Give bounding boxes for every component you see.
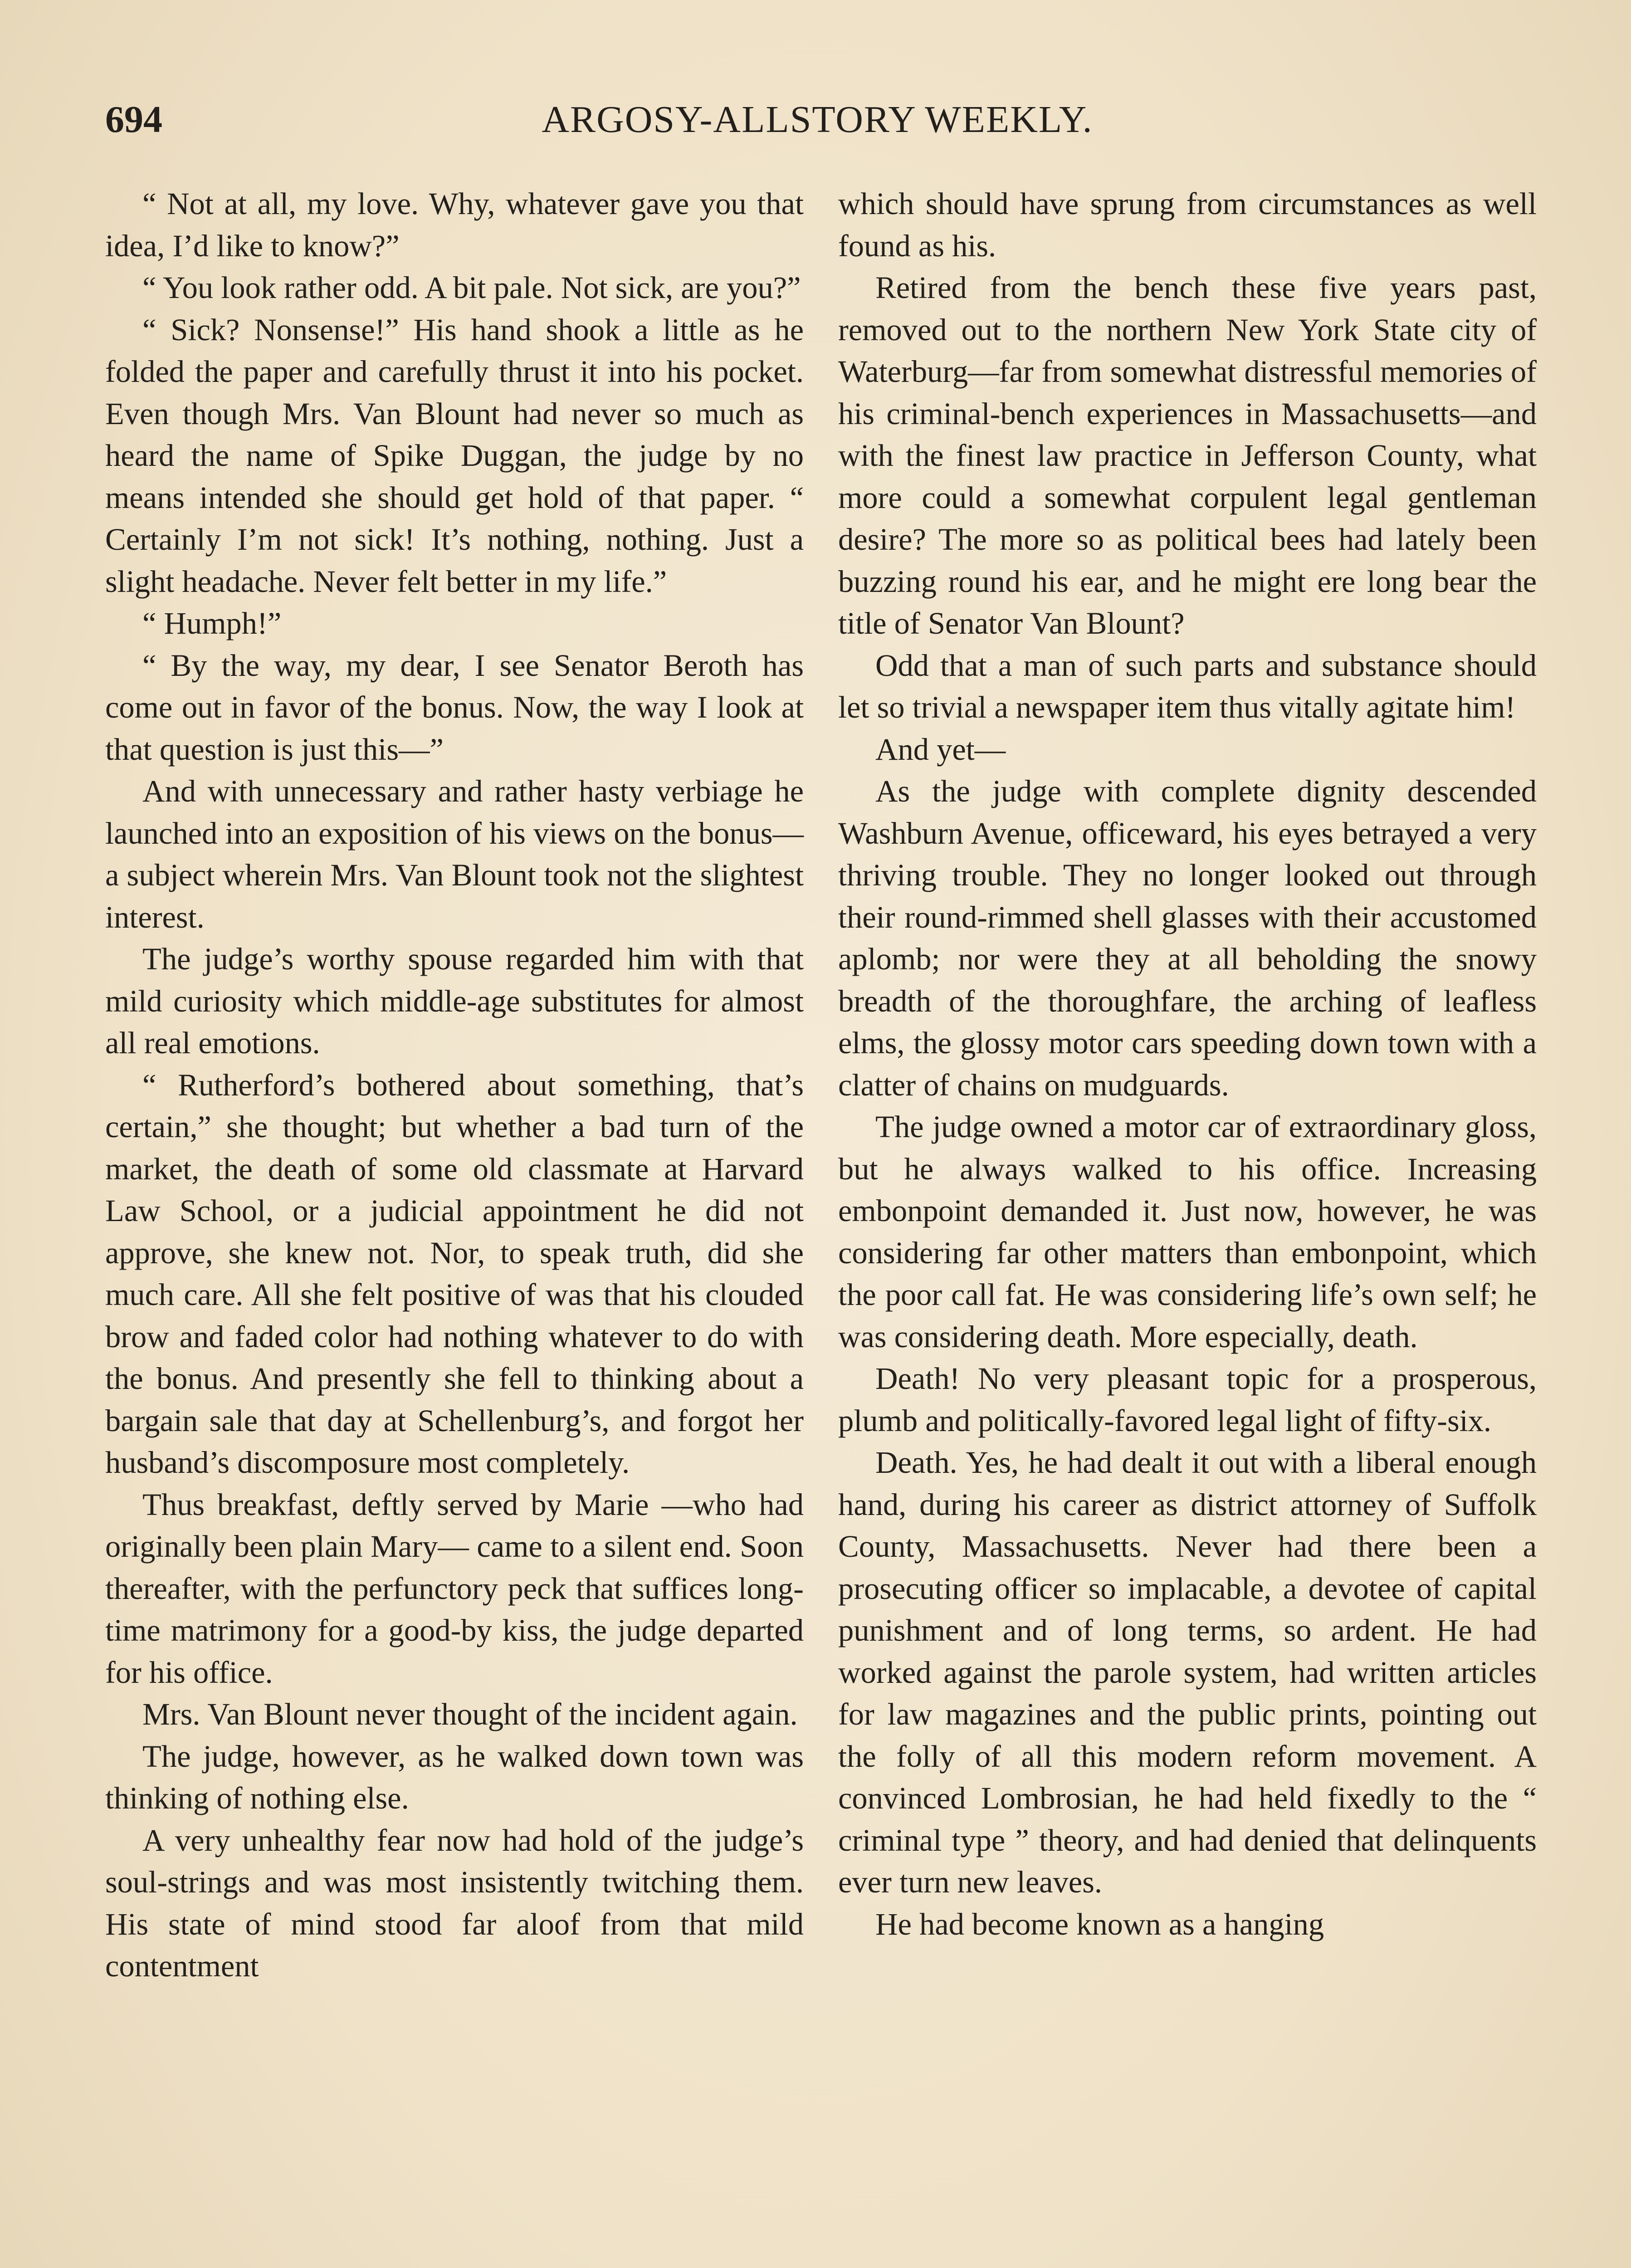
paragraph: The judge, however, as he walked down town was thinking of nothing else.: [105, 1739, 804, 1815]
running-title: ARGOSY-ALLSTORY WEEKLY.: [542, 98, 1093, 141]
paragraph: He had become known as a hanging: [875, 1906, 1324, 1941]
paragraph: “ Rutherford’s bothered about something, that’s certain,” she thought; but whether a bad turn of the market, the death of some old classmate at Harvard Law School, or a judicial appointment he did not approve, she knew not. Nor, to speak truth, did she much care. All she felt positive of was that his clouded brow and faded color had nothing whatever to do with the bonus. And presently she fell to thinking about a bargain sale that day at Schellenburg’s, and forgot her husband’s discomposure most completely.: [105, 1067, 804, 1480]
paragraph: A very unhealthy fear now had hold of the judge’s soul-strings and was most insistently twitching them. His state of mind stood far aloof from that mild contentment: [105, 1823, 804, 1983]
left-column: [105, 183, 804, 1987]
right-column: [838, 183, 1537, 1945]
paragraph: “ By the way, my dear, I see Senator Beroth has come out in favor of the bonus. Now, the way I look at that question is just this—”: [105, 648, 804, 767]
page-header: [105, 98, 1529, 156]
paragraph: As the judge with complete dignity descended Washburn Avenue, officeward, his eyes betrayed a very thriving trouble. They no longer looked out through their round-rimmed shell glasses with their accustomed aplomb; nor were they at all beholding the snowy breadth of the thoroughfare, the arching of leafless elms, the glossy motor cars speeding down town with a clatter of chains on mudguards.: [838, 774, 1537, 1102]
paragraph: Death. Yes, he had dealt it out with a liberal enough hand, during his career as district attorney of Suffolk County, Massachusetts. Never had there been a prosecuting officer so implacable, a devotee of capital punishment and of long terms, so ardent. He had worked against the parole system, had written articles for law magazines and the public prints, pointing out the folly of all this modern reform movement. A convinced Lombrosian, he had held fixedly to the “ criminal type ” theory, and had denied that delinquents ever turn new leaves.: [838, 1445, 1537, 1899]
paragraph: “ Not at all, my love. Why, whatever gave you that idea, I’d like to know?”: [105, 186, 804, 263]
paragraph: Retired from the bench these five years past, removed out to the northern New York State city of Waterburg—far from somewhat distressful memories of his criminal-bench experiences in Massachusetts—and with the finest law practice in Jefferson County, what more could a somewhat corpulent legal gentleman desire? The more so as political bees had lately been buzzing round his ear, and he might ere long bear the title of Senator Van Blount?: [838, 270, 1537, 640]
page-number: 694: [105, 98, 162, 141]
paragraph: Thus breakfast, deftly served by Marie —who had originally been plain Mary— came to a silent end. Soon thereafter, with the perfunctory peck that suffices long-time matrimony for a good-by kiss, the judge departed for his office.: [105, 1487, 804, 1690]
continued-paragraph: which should have sprung from circumstances as well found as his.: [838, 186, 1537, 263]
paragraph: “ You look rather odd. A bit pale. Not sick, are you?”: [142, 270, 801, 305]
paragraph: The judge owned a motor car of extraordinary gloss, but he always walked to his office. Increasing embonpoint demanded it. Just now, however, he was considering far other matters than embonpoint, which the poor call fat. He was considering life’s own self; he was considering death. More especially, death.: [838, 1110, 1537, 1354]
paragraph: “ Humph!”: [142, 606, 282, 640]
paragraph: Death! No very pleasant topic for a prosperous, plumb and politically-favored legal light of fifty-six.: [838, 1361, 1537, 1438]
paragraph: “ Sick? Nonsense!” His hand shook a little as he folded the paper and carefully thrust it into his pocket. Even though Mrs. Van Blount had never so much as heard the name of Spike Duggan, the judge by no means intended she should get hold of that paper. “ Certainly I’m not sick! It’s nothing, nothing. Just a slight headache. Never felt better in my life.”: [105, 312, 804, 599]
paragraph: Mrs. Van Blount never thought of the incident again.: [142, 1697, 798, 1731]
paragraph: Odd that a man of such parts and substance should let so trivial a newspaper item thus vitally agitate him!: [838, 648, 1537, 724]
paragraph: And with unnecessary and rather hasty verbiage he launched into an exposition of his views on the bonus—a subject wherein Mrs. Van Blount took not the slightest interest.: [105, 774, 804, 934]
paragraph: The judge’s worthy spouse regarded him with that mild curiosity which middle-age substitutes for almost all real emotions.: [105, 942, 804, 1060]
paragraph: And yet—: [875, 732, 1006, 767]
